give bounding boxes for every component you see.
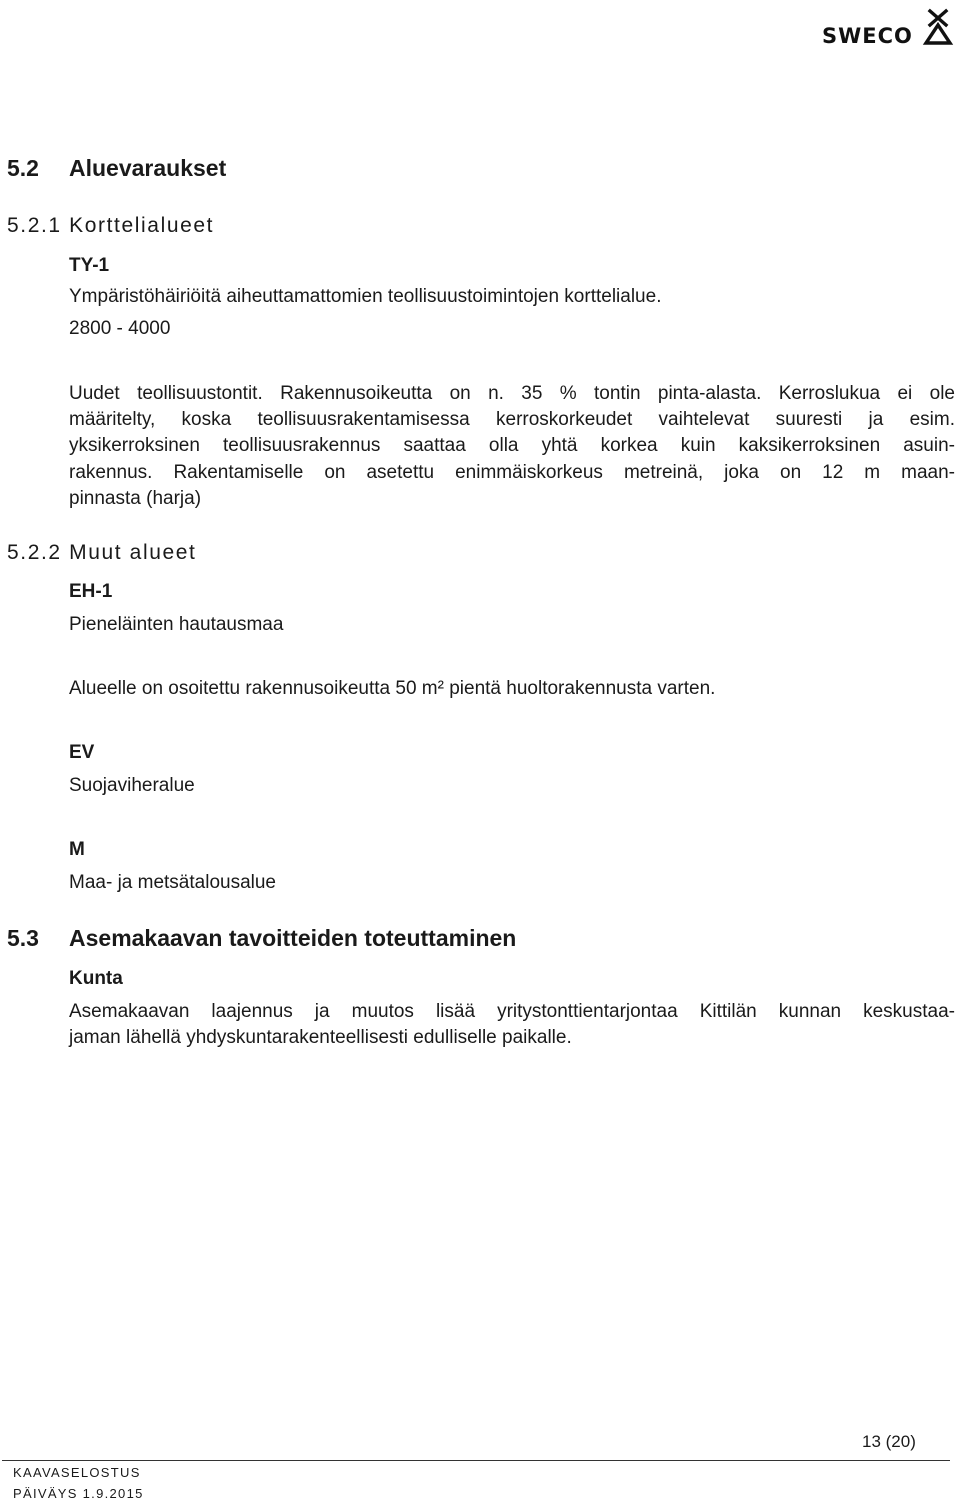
eh1-text: Alueelle on osoitettu rakennusoikeutta 50 m² pientä huoltorakennusta varten.: [69, 678, 716, 699]
paragraph-line: Asemakaavan laajennus ja muutos lisää yritystonttientarjontaa Kittilän kunnan keskustaa-: [69, 1001, 955, 1022]
ty1-code: TY-1: [69, 255, 110, 276]
paragraph-line: rakennus. Rakentamiselle on asetettu enimmäiskorkeus metreinä, joka on 12 m maan-: [69, 461, 955, 483]
section-5-2-number: 5.2: [7, 155, 39, 181]
footer-divider: [2, 1460, 950, 1461]
section-5-2-title: Aluevaraukset: [69, 155, 227, 181]
eh1-description: Pieneläinten hautausmaa: [69, 614, 284, 635]
ty1-paragraph: [69, 381, 955, 512]
paragraph-line: Uudet teollisuustontit. Rakennusoikeutta on n. 35 % tontin pinta-alasta. Kerroslukua ei ole: [69, 383, 955, 404]
sweco-emblem-icon: [922, 8, 958, 48]
eh1-code: EH-1: [69, 581, 113, 602]
m-code: M: [69, 839, 85, 860]
section-5-2-2-title: 5.2.2 Muut alueet: [7, 541, 197, 564]
kunta-heading: Kunta: [69, 968, 123, 989]
paragraph-line: yksikerroksinen teollisuusrakennus saattaa olla yhtä korkea kuin kaksikerroksinen asuin-: [69, 435, 955, 457]
section-5-2-1-title: 5.2.1 Korttelialueet: [7, 214, 215, 237]
section-5-3-number: 5.3: [7, 925, 39, 951]
kunta-paragraph: [69, 999, 955, 1051]
paragraph-line: määritelty, koska teollisuusrakentamisessa kerroskorkeudet vaihtelevat suuresti ja esim.: [69, 409, 955, 431]
page-number: 13 (20): [862, 1432, 916, 1451]
footer-date: PÄIVÄYS 1.9.2015: [13, 1486, 144, 1501]
sweco-logo: [822, 8, 958, 48]
ty1-description: Ympäristöhäiriöitä aiheuttamattomien teollisuustoimintojen korttelialue.: [69, 286, 662, 307]
paragraph-line: jaman lähellä yhdyskuntarakenteellisesti edulliselle paikalle.: [69, 1027, 572, 1049]
paragraph-line: pinnasta (harja): [69, 487, 202, 509]
section-5-3-title: Asemakaavan tavoitteiden toteuttaminen: [69, 925, 517, 951]
logo-text: SWECO: [822, 24, 913, 48]
ev-code: EV: [69, 742, 95, 763]
footer-doc-type: KAAVASELOSTUS: [13, 1465, 141, 1480]
m-description: Maa- ja metsätalousalue: [69, 872, 276, 893]
ty1-range: 2800 - 4000: [69, 318, 171, 339]
ev-description: Suojaviheralue: [69, 775, 195, 796]
